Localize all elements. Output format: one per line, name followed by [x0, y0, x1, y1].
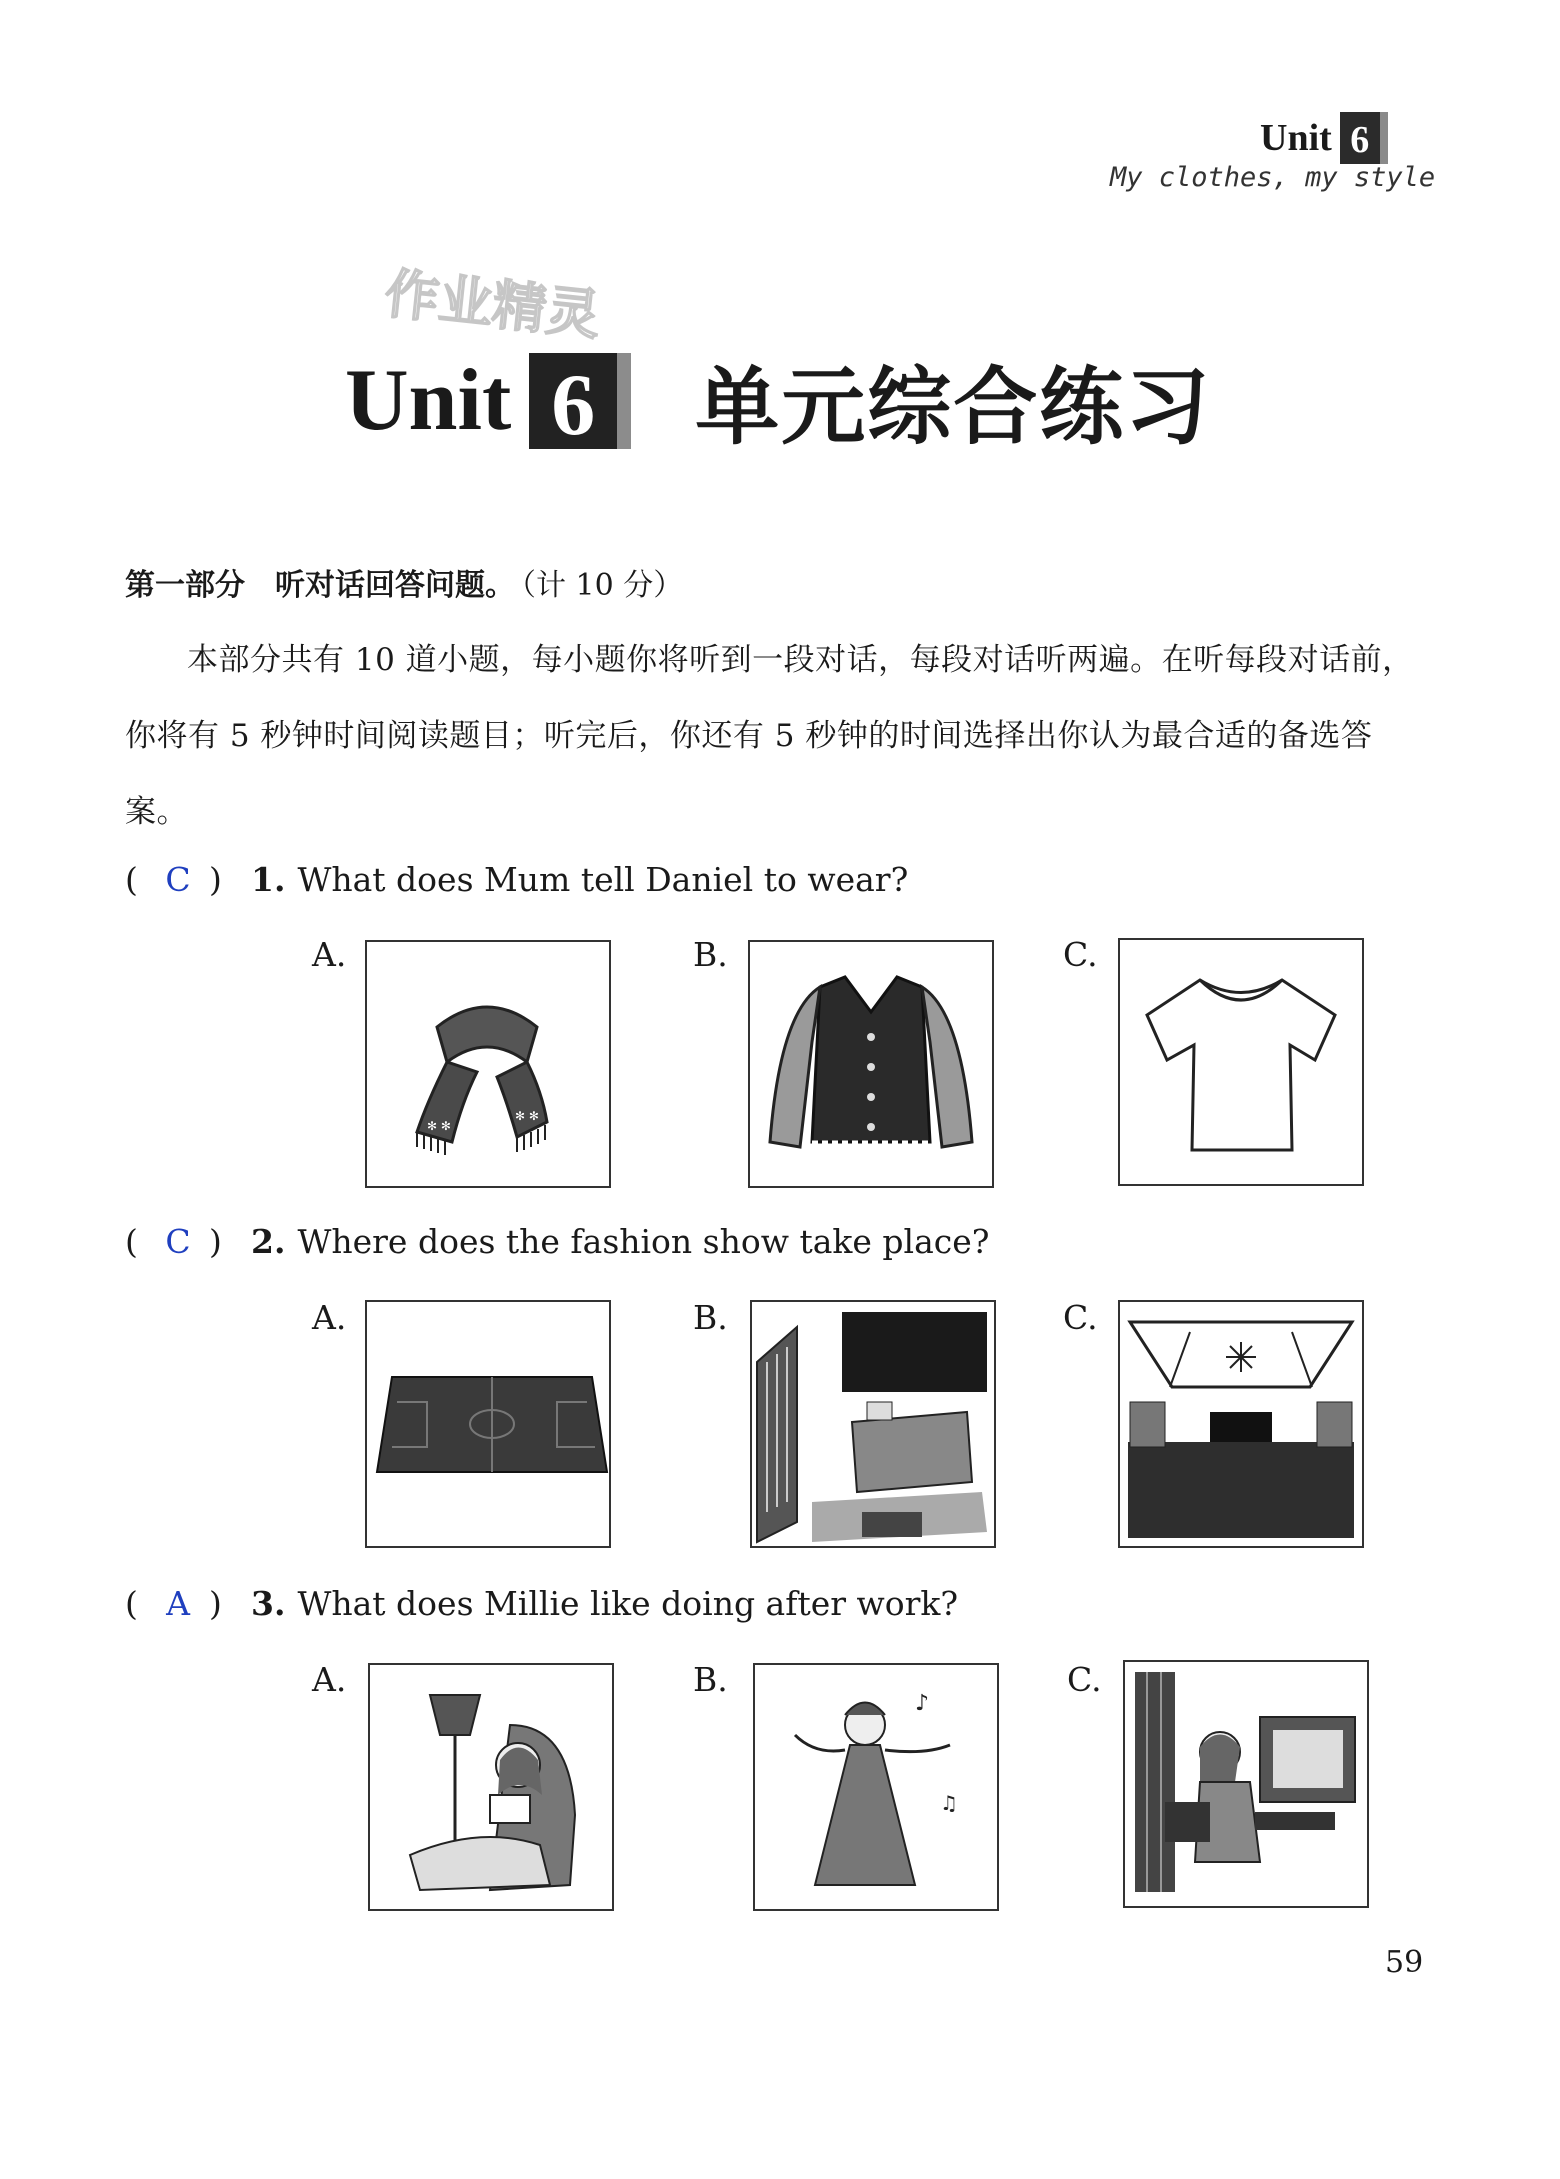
girl-dancing-icon — [755, 1665, 997, 1909]
q3-option-a-label: A. — [312, 1660, 347, 1699]
question-number: 3. — [251, 1584, 286, 1623]
running-header-unit-number: 6 — [1340, 112, 1380, 164]
svg-text:♪: ♪ — [915, 1691, 930, 1716]
jacket-icon — [750, 942, 992, 1186]
running-header-unit — [1260, 112, 1380, 164]
tshirt-icon — [1120, 940, 1362, 1184]
question-text: Where does the fashion show take place? — [297, 1222, 990, 1261]
page-title — [345, 340, 1211, 461]
question-1 — [125, 860, 908, 899]
title-chinese: 单元综合练习 — [695, 358, 1212, 456]
q1-option-b-image — [748, 940, 994, 1188]
answer-open-paren: ( — [125, 860, 138, 899]
q3-option-c-label: C. — [1067, 1660, 1102, 1699]
q3-option-c-image — [1123, 1660, 1369, 1908]
q3-option-b-image — [753, 1663, 999, 1911]
football-field-icon — [367, 1302, 609, 1546]
q2-option-a-label: A. — [312, 1298, 347, 1337]
svg-text:♫: ♫ — [940, 1791, 958, 1815]
question-number: 2. — [251, 1222, 286, 1261]
q1-option-a-label: A. — [312, 935, 347, 974]
answer-open-paren: ( — [125, 1584, 138, 1623]
stage-hall-icon — [1120, 1302, 1362, 1546]
answer-close-paren: ) — [209, 1222, 222, 1261]
watermark-top: 作业精灵 — [381, 261, 604, 348]
title-unit-word: Unit — [345, 352, 512, 449]
title-unit-number: 6 — [529, 353, 617, 449]
q2-option-c-image — [1118, 1300, 1364, 1548]
girl-reading-icon — [370, 1665, 612, 1909]
q1-option-a-image — [365, 940, 611, 1188]
answer-close-paren: ) — [209, 1584, 222, 1623]
girl-computer-icon — [1125, 1662, 1367, 1906]
svg-text:✻ ✻: ✻ ✻ — [515, 1109, 539, 1123]
q2-option-a-image — [365, 1300, 611, 1548]
answer-2: C — [165, 1222, 191, 1261]
question-text: What does Mum tell Daniel to wear? — [297, 860, 909, 899]
q3-option-b-label: B. — [693, 1660, 728, 1699]
question-3 — [125, 1584, 958, 1623]
section-instructions: 本部分共有 10 道小题，每小题你将听到一段对话，每段对话听两遍。在听每段对话前，你将有 5 秒钟时间阅读题目；听完后，你还有 5 秒钟的时间选择出你认为最合适的备选答案。 — [125, 642, 1414, 830]
q3-option-a-image — [368, 1663, 614, 1911]
running-header-subtitle: My clothes, my style — [1110, 162, 1436, 193]
q2-option-c-label: C. — [1063, 1298, 1098, 1337]
q2-option-b-image — [750, 1300, 996, 1548]
section-heading-text: 第一部分 听对话回答问题。 — [125, 568, 515, 603]
question-number: 1. — [251, 860, 286, 899]
scarf-icon — [367, 942, 609, 1186]
svg-text:✻ ✻: ✻ ✻ — [427, 1119, 451, 1133]
answer-open-paren: ( — [125, 1222, 138, 1261]
q1-option-b-label: B. — [693, 935, 728, 974]
section-heading — [125, 560, 683, 604]
question-2 — [125, 1222, 989, 1261]
q1-option-c-image — [1118, 938, 1364, 1186]
section-points: （计 10 分） — [521, 568, 684, 603]
classroom-icon — [752, 1302, 994, 1546]
q1-option-c-label: C. — [1063, 935, 1098, 974]
answer-3: A — [166, 1584, 190, 1623]
answer-close-paren: ) — [209, 860, 222, 899]
q2-option-b-label: B. — [693, 1298, 728, 1337]
running-header-unit-word: Unit — [1260, 117, 1332, 159]
question-text: What does Millie like doing after work? — [297, 1584, 959, 1623]
answer-1: C — [165, 860, 191, 899]
page-number: 59 — [1385, 1945, 1424, 1980]
